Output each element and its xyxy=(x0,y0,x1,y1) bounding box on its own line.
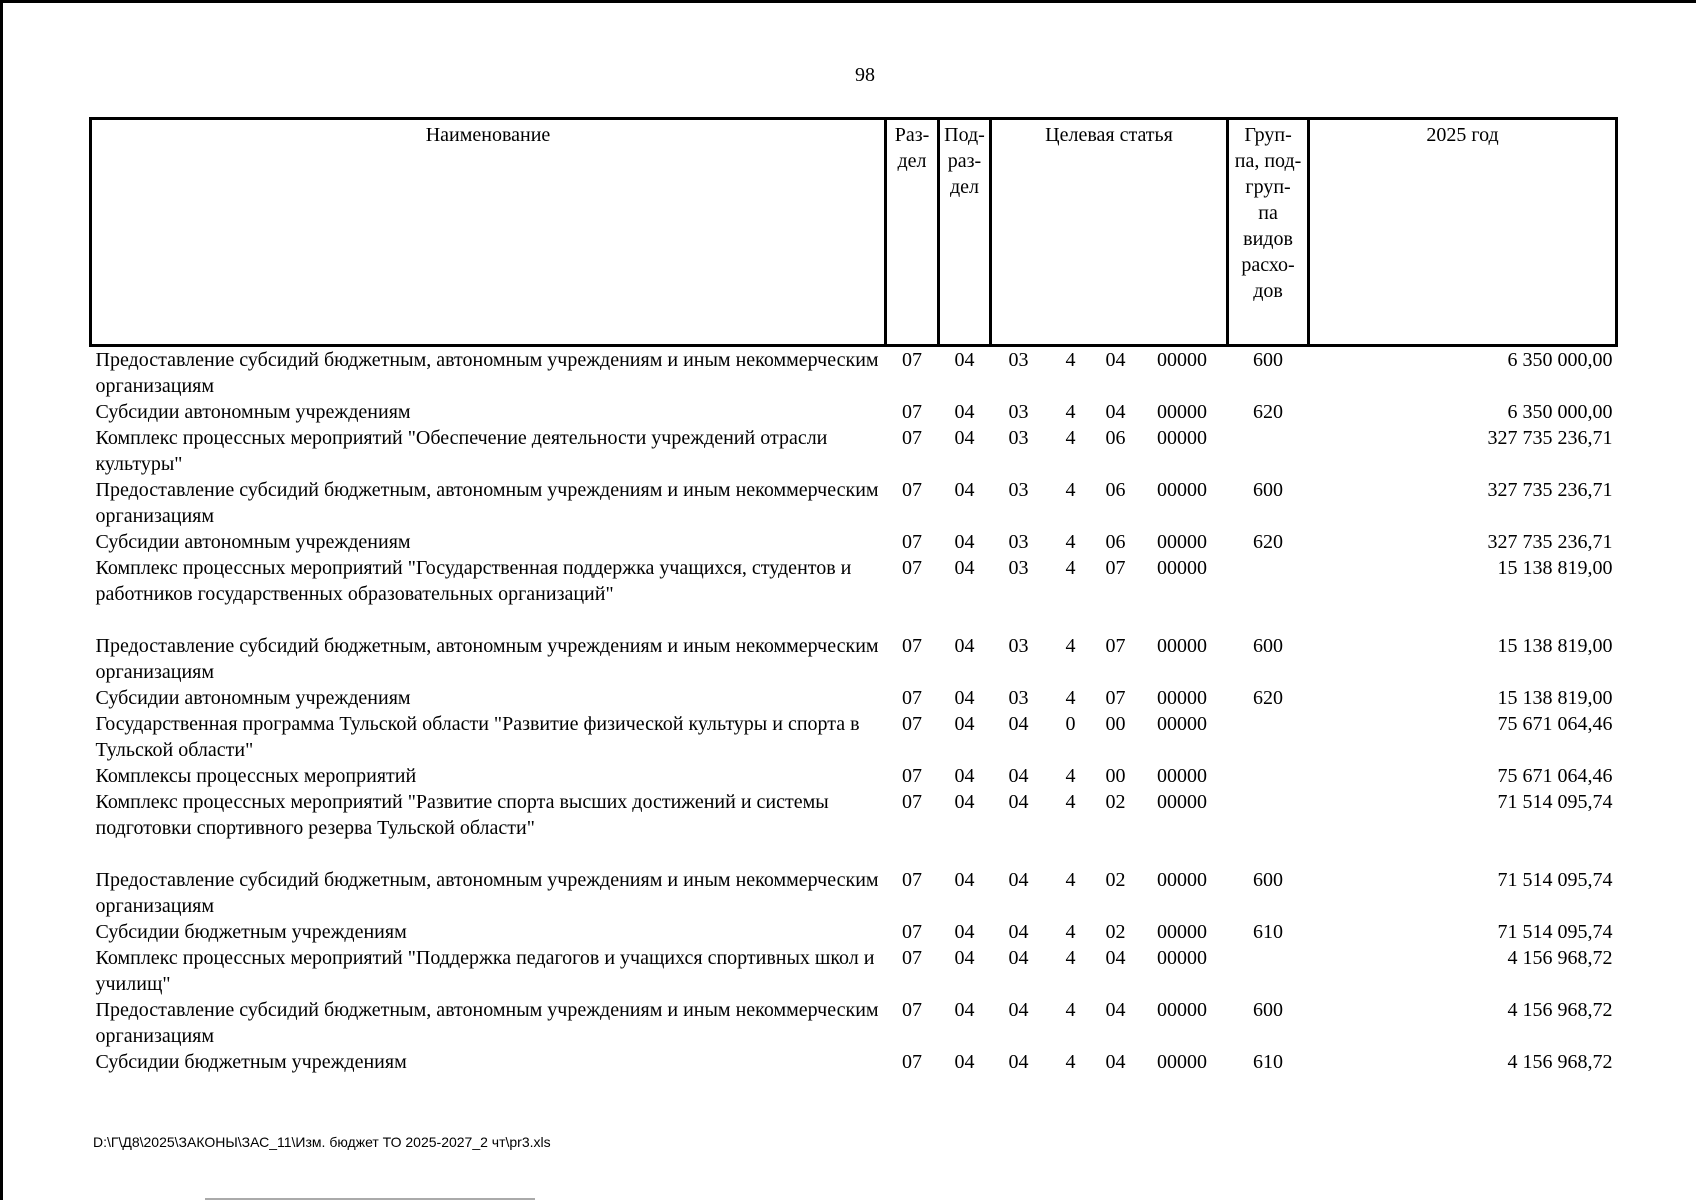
cell-target-program: 03 xyxy=(1008,557,1029,579)
cell-target-subprogram: 06 xyxy=(1105,479,1126,501)
table-row xyxy=(91,529,1617,555)
cell-name: Предоставление субсидий бюджетным, автономным учреждениям и иным некоммерческим организациям xyxy=(95,349,879,397)
cell-razdel: 07 xyxy=(902,531,922,553)
cell-target-type: 4 xyxy=(1065,869,1076,891)
table-row xyxy=(91,425,1617,477)
table-row xyxy=(91,789,1617,867)
cell-amount: 4 156 968,72 xyxy=(1507,947,1613,969)
page-number: 98 xyxy=(855,64,875,86)
cell-razdel: 07 xyxy=(902,999,922,1021)
table-row xyxy=(91,763,1617,789)
cell-target-subprogram: 04 xyxy=(1105,401,1126,423)
cell-target-type: 4 xyxy=(1065,479,1076,501)
cell-podrazdel: 04 xyxy=(954,687,975,709)
cell-amount: 15 138 819,00 xyxy=(1497,557,1613,579)
cell-name: Предоставление субсидий бюджетным, автономным учреждениям и иным некоммерческим организациям xyxy=(95,869,879,917)
cell-target-type: 4 xyxy=(1065,531,1076,553)
cell-amount: 71 514 095,74 xyxy=(1497,921,1613,943)
budget-table xyxy=(89,117,1618,1075)
cell-target-direction: 00000 xyxy=(1157,557,1208,579)
cell-razdel: 07 xyxy=(902,557,922,579)
cell-target-program: 03 xyxy=(1008,349,1029,371)
cell-podrazdel: 04 xyxy=(954,791,975,813)
cell-podrazdel: 04 xyxy=(954,921,975,943)
cell-target-program: 03 xyxy=(1008,479,1029,501)
cell-amount: 4 156 968,72 xyxy=(1507,999,1613,1021)
cell-target-direction: 00000 xyxy=(1157,1051,1208,1073)
cell-target-type: 4 xyxy=(1065,557,1076,579)
cell-expense-group xyxy=(1228,711,1309,763)
cell-target-program: 04 xyxy=(1008,999,1029,1021)
cell-podrazdel: 04 xyxy=(954,557,975,579)
cell-razdel: 07 xyxy=(902,921,922,943)
cell-amount: 75 671 064,46 xyxy=(1497,765,1613,787)
table-row xyxy=(91,399,1617,425)
cell-target-subprogram: 07 xyxy=(1105,557,1126,579)
cell-target-direction: 00000 xyxy=(1157,687,1208,709)
cell-expense-group: 600 xyxy=(1253,479,1284,501)
cell-razdel: 07 xyxy=(902,947,922,969)
cell-name: Субсидии автономным учреждениям xyxy=(95,687,411,709)
cell-expense-group xyxy=(1228,789,1309,867)
cell-target-type: 4 xyxy=(1065,687,1076,709)
cell-amount: 327 735 236,71 xyxy=(1487,479,1613,501)
cell-razdel: 07 xyxy=(902,713,922,735)
scan-edge-left xyxy=(0,0,3,1200)
cell-razdel: 07 xyxy=(902,1051,922,1073)
header-target-article: Целевая статья xyxy=(991,119,1228,346)
cell-amount: 327 735 236,71 xyxy=(1487,427,1613,449)
cell-razdel: 07 xyxy=(902,635,922,657)
cell-target-direction: 00000 xyxy=(1157,479,1208,501)
cell-target-subprogram: 06 xyxy=(1105,531,1126,553)
cell-podrazdel: 04 xyxy=(954,635,975,657)
cell-target-type: 0 xyxy=(1065,713,1076,735)
scan-edge-top xyxy=(0,0,1696,3)
cell-target-direction: 00000 xyxy=(1157,635,1208,657)
cell-amount: 75 671 064,46 xyxy=(1497,713,1613,735)
cell-expense-group: 620 xyxy=(1253,401,1284,423)
cell-podrazdel: 04 xyxy=(954,349,975,371)
cell-target-program: 04 xyxy=(1008,947,1029,969)
cell-target-subprogram: 02 xyxy=(1105,921,1126,943)
cell-target-subprogram: 04 xyxy=(1105,349,1126,371)
cell-name: Предоставление субсидий бюджетным, автономным учреждениям и иным некоммерческим организациям xyxy=(95,479,879,527)
cell-razdel: 07 xyxy=(902,401,922,423)
cell-name: Предоставление субсидий бюджетным, автономным учреждениям и иным некоммерческим организациям xyxy=(95,999,879,1047)
cell-target-direction: 00000 xyxy=(1157,427,1208,449)
cell-expense-group: 610 xyxy=(1253,1051,1284,1073)
cell-target-direction: 00000 xyxy=(1157,921,1208,943)
cell-razdel: 07 xyxy=(902,765,922,787)
cell-name: Субсидии бюджетным учреждениям xyxy=(95,921,407,943)
cell-amount: 15 138 819,00 xyxy=(1497,635,1613,657)
cell-target-direction: 00000 xyxy=(1157,713,1208,735)
cell-amount: 15 138 819,00 xyxy=(1497,687,1613,709)
cell-expense-group xyxy=(1228,425,1309,477)
cell-expense-group: 600 xyxy=(1253,869,1284,891)
cell-target-program: 04 xyxy=(1008,791,1029,813)
cell-target-program: 03 xyxy=(1008,401,1029,423)
cell-expense-group xyxy=(1228,763,1309,789)
cell-target-program: 03 xyxy=(1008,427,1029,449)
cell-expense-group: 620 xyxy=(1253,531,1284,553)
cell-target-direction: 00000 xyxy=(1157,999,1208,1021)
cell-target-program: 04 xyxy=(1008,921,1029,943)
cell-podrazdel: 04 xyxy=(954,713,975,735)
cell-target-subprogram: 04 xyxy=(1105,1051,1126,1073)
cell-target-direction: 00000 xyxy=(1157,401,1208,423)
cell-expense-group xyxy=(1228,945,1309,997)
cell-expense-group: 600 xyxy=(1253,999,1284,1021)
cell-target-type: 4 xyxy=(1065,921,1076,943)
cell-target-program: 04 xyxy=(1008,869,1029,891)
cell-razdel: 07 xyxy=(902,869,922,891)
cell-target-type: 4 xyxy=(1065,791,1076,813)
cell-podrazdel: 04 xyxy=(954,765,975,787)
header-podrazdel: Под- раз- дел xyxy=(939,119,991,346)
cell-name: Субсидии автономным учреждениям xyxy=(95,531,411,553)
cell-target-subprogram: 04 xyxy=(1105,947,1126,969)
cell-target-subprogram: 00 xyxy=(1105,765,1126,787)
cell-name: Комплекс процессных мероприятий "Государственная поддержка учащихся, студентов и работников государственных образовательных организаций" xyxy=(95,557,852,605)
table-row xyxy=(91,633,1617,685)
table-body xyxy=(91,346,1617,1076)
cell-podrazdel: 04 xyxy=(954,401,975,423)
cell-target-program: 03 xyxy=(1008,531,1029,553)
cell-razdel: 07 xyxy=(902,479,922,501)
header-expense-group: Груп- па, под- груп- па видов расхо- дов xyxy=(1228,119,1309,346)
cell-amount: 6 350 000,00 xyxy=(1507,401,1613,423)
cell-name: Комплекс процессных мероприятий "Обеспечение деятельности учреждений отрасли культуры" xyxy=(95,427,828,475)
cell-amount: 4 156 968,72 xyxy=(1507,1051,1613,1073)
cell-razdel: 07 xyxy=(902,791,922,813)
cell-name: Комплекс процессных мероприятий "Поддержка педагогов и учащихся спортивных школ и училищ" xyxy=(95,947,875,995)
table-row xyxy=(91,685,1617,711)
cell-amount: 71 514 095,74 xyxy=(1497,791,1613,813)
cell-target-program: 04 xyxy=(1008,765,1029,787)
cell-target-subprogram: 02 xyxy=(1105,791,1126,813)
cell-podrazdel: 04 xyxy=(954,531,975,553)
cell-target-direction: 00000 xyxy=(1157,765,1208,787)
cell-name: Субсидии бюджетным учреждениям xyxy=(95,1051,407,1073)
cell-amount: 6 350 000,00 xyxy=(1507,349,1613,371)
cell-target-direction: 00000 xyxy=(1157,791,1208,813)
table-row xyxy=(91,477,1617,529)
cell-target-program: 04 xyxy=(1008,1051,1029,1073)
cell-expense-group: 600 xyxy=(1253,635,1284,657)
cell-expense-group xyxy=(1228,555,1309,633)
cell-amount: 71 514 095,74 xyxy=(1497,869,1613,891)
cell-podrazdel: 04 xyxy=(954,999,975,1021)
cell-target-type: 4 xyxy=(1065,427,1076,449)
cell-target-program: 03 xyxy=(1008,687,1029,709)
table-row xyxy=(91,346,1617,400)
cell-target-direction: 00000 xyxy=(1157,869,1208,891)
table-row xyxy=(91,1049,1617,1075)
cell-name: Предоставление субсидий бюджетным, автономным учреждениям и иным некоммерческим организациям xyxy=(95,635,879,683)
cell-podrazdel: 04 xyxy=(954,869,975,891)
cell-name: Субсидии автономным учреждениям xyxy=(95,401,411,423)
cell-target-program: 04 xyxy=(1008,713,1029,735)
cell-target-subprogram: 00 xyxy=(1105,713,1126,735)
cell-expense-group: 610 xyxy=(1253,921,1284,943)
cell-amount: 327 735 236,71 xyxy=(1487,531,1613,553)
cell-razdel: 07 xyxy=(902,349,922,371)
table-row xyxy=(91,555,1617,633)
cell-razdel: 07 xyxy=(902,687,922,709)
header-year-2025: 2025 год xyxy=(1309,119,1617,346)
cell-podrazdel: 04 xyxy=(954,947,975,969)
cell-target-subprogram: 02 xyxy=(1105,869,1126,891)
footer-file-path: D:\Г\Д8\2025\ЗАКОНЫ\ЗАС_11\Изм. бюджет ТО 2025-2027_2 чт\pr3.xls xyxy=(93,1134,551,1150)
cell-target-type: 4 xyxy=(1065,1051,1076,1073)
cell-podrazdel: 04 xyxy=(954,1051,975,1073)
table-row xyxy=(91,997,1617,1049)
cell-name: Комплексы процессных мероприятий xyxy=(95,765,417,787)
cell-target-type: 4 xyxy=(1065,765,1076,787)
cell-expense-group: 620 xyxy=(1253,687,1284,709)
cell-target-type: 4 xyxy=(1065,635,1076,657)
cell-podrazdel: 04 xyxy=(954,479,975,501)
cell-target-subprogram: 06 xyxy=(1105,427,1126,449)
cell-target-type: 4 xyxy=(1065,349,1076,371)
table-row xyxy=(91,867,1617,919)
table-row xyxy=(91,919,1617,945)
cell-razdel: 07 xyxy=(902,427,922,449)
cell-target-type: 4 xyxy=(1065,947,1076,969)
table-row xyxy=(91,945,1617,997)
cell-target-program: 03 xyxy=(1008,635,1029,657)
cell-target-type: 4 xyxy=(1065,401,1076,423)
cell-target-subprogram: 07 xyxy=(1105,635,1126,657)
cell-target-subprogram: 07 xyxy=(1105,687,1126,709)
header-name: Наименование xyxy=(91,119,886,346)
cell-name: Государственная программа Тульской области "Развитие физической культуры и спорта в Тульской области" xyxy=(95,713,860,761)
cell-target-direction: 00000 xyxy=(1157,349,1208,371)
cell-expense-group: 600 xyxy=(1253,349,1284,371)
table-header-row xyxy=(91,119,1617,346)
cell-target-direction: 00000 xyxy=(1157,947,1208,969)
cell-target-type: 4 xyxy=(1065,999,1076,1021)
cell-podrazdel: 04 xyxy=(954,427,975,449)
cell-target-direction: 00000 xyxy=(1157,531,1208,553)
table-row xyxy=(91,711,1617,763)
cell-target-subprogram: 04 xyxy=(1105,999,1126,1021)
header-razdel: Раз- дел xyxy=(886,119,939,346)
cell-name: Комплекс процессных мероприятий "Развитие спорта высших достижений и системы подготовки спортивного резерва Тульской области" xyxy=(95,791,829,839)
